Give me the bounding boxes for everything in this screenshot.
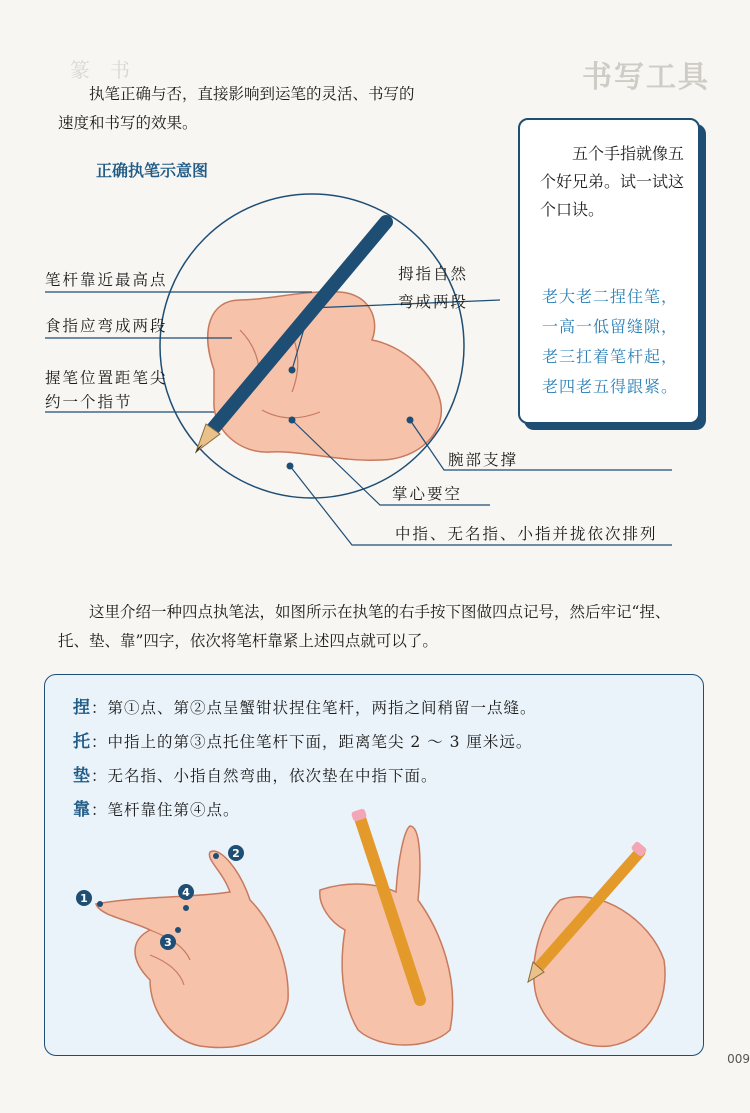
- rhyme-line-4: 老四老五得跟紧。: [542, 377, 679, 396]
- marker-1: 1: [80, 892, 88, 905]
- point-key-nie: 捏: [73, 698, 91, 718]
- label-index-bend: 食指应弯成两段: [45, 317, 168, 335]
- rhyme-line-2: 一高一低留缝隙，: [542, 317, 679, 336]
- point-text-nie: ：第①点、第②点呈蟹钳状捏住笔杆，两指之间稍留一点缝。: [91, 699, 537, 717]
- page-number: 009: [727, 1052, 750, 1066]
- writing-hand: [528, 841, 665, 1047]
- point-text-dian: ：无名指、小指自然弯曲，依次垫在中指下面。: [91, 767, 438, 785]
- label-palm: 掌心要空: [392, 485, 463, 503]
- label-thumb-2: 弯成两段: [398, 293, 469, 311]
- marker-2: 2: [232, 847, 240, 860]
- point-key-tuo: 托: [73, 732, 91, 752]
- label-pen-highest: 笔杆靠近最高点: [45, 271, 168, 289]
- label-thumb-1: 拇指自然: [398, 265, 469, 283]
- marker-3: 3: [164, 936, 172, 949]
- marked-hand: [96, 851, 288, 1047]
- tip-intro: 五个手指就像五个好兄弟。试一试这个口诀。: [540, 144, 685, 219]
- label-fingers: 中指、无名指、小指并拢依次排列: [395, 525, 658, 543]
- point-key-kao: 靠: [73, 800, 91, 820]
- header-title: 书写工具: [582, 60, 710, 95]
- point-key-dian: 垫: [73, 766, 91, 786]
- label-grip-position-2: 约一个指节: [45, 393, 133, 411]
- pinch-hand: [320, 808, 453, 1045]
- intro-paragraph: 执笔正确与否，直接影响到运笔的灵活、书写的速度和书写的效果。: [58, 85, 415, 132]
- point-text-tuo: ：中指上的第③点托住笔杆下面，距离笔尖 2 ～ 3 厘米远。: [91, 733, 533, 751]
- diagram-title: 正确执笔示意图: [96, 161, 209, 180]
- point-text-kao: ：笔杆靠住第④点。: [91, 801, 240, 819]
- rhyme-line-1: 老大老二捏住笔，: [542, 287, 679, 306]
- label-wrist: 腕部支撑: [448, 451, 519, 469]
- bleed-through-background: 篆 书: [70, 58, 130, 82]
- label-grip-position-1: 握笔位置距笔尖: [45, 369, 168, 387]
- rhyme-line-3: 老三扛着笔杆起，: [542, 347, 679, 366]
- four-point-paragraph: 这里介绍一种四点执笔法，如图所示在执笔的右手按下图做四点记号，然后牢记“捏、托、垫、靠”四字，依次将笔杆靠紧上述四点就可以了。: [58, 603, 671, 650]
- marker-4: 4: [182, 886, 190, 899]
